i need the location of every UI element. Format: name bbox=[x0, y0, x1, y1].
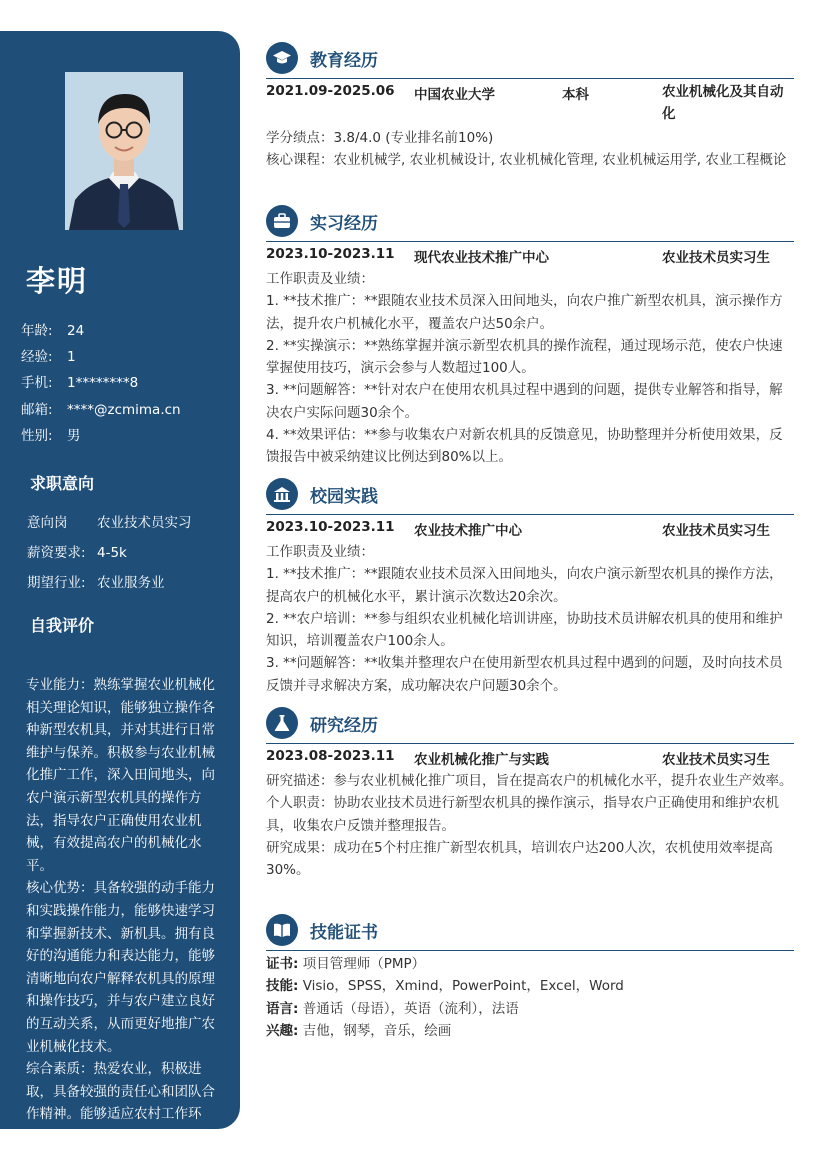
briefcase-icon bbox=[266, 205, 298, 237]
internship-entry bbox=[266, 244, 794, 266]
job-intent bbox=[27, 508, 232, 598]
section-header bbox=[266, 38, 794, 79]
education-entry bbox=[266, 81, 794, 127]
info-gender: 性别: 男 bbox=[21, 427, 81, 444]
building-icon bbox=[266, 478, 298, 510]
research-entry bbox=[266, 746, 794, 768]
education-details: 学分绩点：3.8/4.0 (专业排名前10%) 核心课程：农业机械学, 农业机械设计, 农业机械化管理, 农业机械运用学, 农业工程概论 bbox=[266, 130, 787, 169]
intent-heading: 求职意向 bbox=[30, 474, 95, 493]
info-age: 年龄: 24 bbox=[21, 323, 85, 339]
self-evaluation bbox=[26, 674, 222, 1148]
intent-salary: 薪资要求: 4-5k bbox=[27, 545, 127, 561]
skill-row: 证书: 项目管理师（PMP） bbox=[266, 956, 426, 972]
info-email: 邮箱: ****@zcmima.cn bbox=[21, 401, 181, 418]
campus-org: 农业技术推广中心 bbox=[414, 523, 522, 539]
campus-role: 农业技术员实习生 bbox=[662, 523, 770, 539]
internship-section bbox=[266, 201, 794, 469]
section-title: 校园实践 bbox=[310, 487, 378, 507]
section-title: 研究经历 bbox=[310, 716, 378, 736]
skill-row: 兴趣: 吉他，钢琴，音乐，绘画 bbox=[266, 1022, 452, 1039]
internship-period: 2023.10-2023.11 bbox=[266, 246, 395, 262]
intent-industry: 期望行业: 农业服务业 bbox=[27, 575, 165, 591]
section-title: 实习经历 bbox=[310, 214, 378, 234]
campus-entry bbox=[266, 517, 794, 539]
skill-row: 技能: Visio，SPSS，Xmind，PowerPoint，Excel，Word bbox=[266, 978, 624, 995]
self-eval-heading: 自我评价 bbox=[30, 616, 95, 635]
book-icon bbox=[266, 914, 298, 946]
candidate-name: 李明 bbox=[26, 264, 89, 298]
internship-org: 现代农业技术推广中心 bbox=[414, 250, 549, 266]
campus-period: 2023.10-2023.11 bbox=[266, 519, 395, 535]
graduation-cap-icon bbox=[266, 42, 298, 74]
skills-section bbox=[266, 910, 794, 1042]
section-header bbox=[266, 910, 794, 951]
education-school: 中国农业大学 bbox=[414, 87, 495, 103]
section-header bbox=[266, 201, 794, 242]
section-header bbox=[266, 474, 794, 515]
profile-photo bbox=[65, 72, 183, 230]
education-degree: 本科 bbox=[562, 87, 589, 103]
self-eval-paragraph: 专业能力：熟练掌握农业机械化相关理论知识，能够独立操作各种新型农机具，并对其进行日常维护与保养。积极参与农业机械化推广工作，深入田间地头，向农户演示新型农机具的操作方法，指导农户正确使用农业机械，有效提高农户的机械化水平。 bbox=[26, 677, 215, 874]
portrait-illustration bbox=[65, 72, 183, 230]
campus-section bbox=[266, 474, 794, 697]
education-major: 农业机械化及其自动化 bbox=[662, 84, 784, 122]
sidebar bbox=[0, 31, 240, 1145]
skills-list bbox=[266, 953, 794, 1042]
section-header bbox=[266, 703, 794, 744]
internship-role: 农业技术员实习生 bbox=[662, 250, 770, 266]
education-section bbox=[266, 38, 794, 172]
flask-icon bbox=[266, 707, 298, 739]
self-eval-paragraph: 核心优势：具备较强的动手能力和实践操作能力，能够快速学习和掌握新技术、新机具。拥有良好的沟通能力和表达能力，能够清晰地向农户解释农机具的原理和操作技巧，并与农户建立良好的互动关系，从而更好地推广农业机械化技术。 bbox=[26, 880, 215, 1055]
personal-info bbox=[21, 318, 231, 449]
skill-row: 语言: 普通话（母语），英语（流利），法语 bbox=[266, 1000, 519, 1017]
research-project: 农业机械化推广与实践 bbox=[414, 752, 549, 768]
info-phone: 手机: 1********8 bbox=[21, 375, 139, 392]
research-section bbox=[266, 703, 794, 881]
section-title: 教育经历 bbox=[310, 51, 378, 71]
education-period: 2021.09-2025.06 bbox=[266, 83, 395, 99]
research-details: 研究描述：参与农业机械化推广项目，旨在提高农户的机械化水平，提升农业生产效率。 个人职责：协助农业技术员进行新型农机具的操作演示，指导农户正确使用和维护农机具，收集农户反馈并整理报告。 研究成果：成功在5个村庄推广新型农机具，培训农户达200人次，农机使用效率提高30%。 bbox=[266, 773, 793, 879]
campus-details: 工作职责及业绩： 1. **技术推广：**跟随农业技术员深入田间地头，向农户演示新型农机具的操作方法，提高农户的机械化水平，累计演示次数达20余次。 2. **农户培训：**参与组织农业机械化培训讲座，协助技术员讲解农机具的使用和维护知识，培训覆盖农户100余人。 3. **问题解答：**收集并整理农户在使用新型农机具过程中遇到的问题，及时向技术员反馈并寻求解决方案，成功解决农户问题30余个。 bbox=[266, 544, 783, 694]
info-experience: 经验: 1 bbox=[21, 349, 76, 366]
internship-details: 工作职责及业绩： 1. **技术推广：**跟随农业技术员深入田间地头，向农户推广新型农机具，演示操作方法，提升农户机械化水平，覆盖农户达50余户。 2. **实操演示：**熟练掌握并演示新型农机具的操作流程，通过现场示范，使农户快速掌握使用技巧，演示会参与人数超过100人。 3. **问题解答：**针对农户在使用农机具过程中遇到的问题，提供专业解答和指导，解决农户实际问题30余个。 4. **效果评估：**参与收集农户对新农机具的反馈意见，协助整理并分析使用效果，反馈报告中被采纳建议比例达到80%以上。 bbox=[266, 271, 783, 466]
research-period: 2023.08-2023.11 bbox=[266, 748, 395, 764]
research-role: 农业技术员实习生 bbox=[662, 752, 770, 768]
section-title: 技能证书 bbox=[310, 923, 378, 943]
self-eval-paragraph: 综合素质：热爱农业，积极进取，具备较强的责任心和团队合作精神。能够适应农村工作环境，吃苦耐劳，愿意深入基 bbox=[26, 1061, 215, 1145]
intent-position: 意向岗 农业技术员实习 bbox=[27, 515, 192, 531]
